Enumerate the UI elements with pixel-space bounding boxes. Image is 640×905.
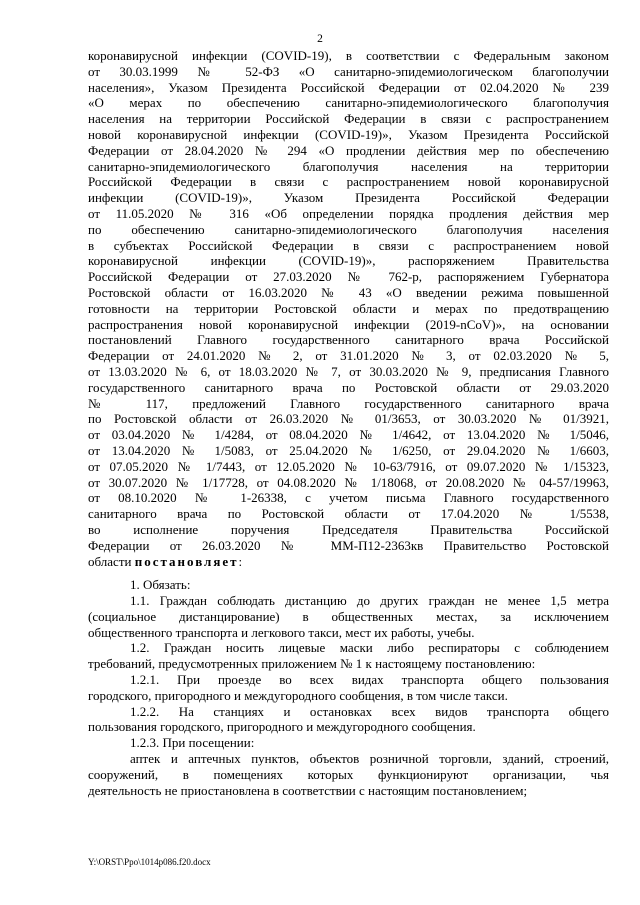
text-line: по обеспечению санитарно-эпидемиологического благополучия населения bbox=[88, 221, 609, 237]
text-line: 1.2.3. При посещении: bbox=[130, 735, 255, 751]
text-line: государственного санитарного врача по Ростовской области от 29.03.2020 bbox=[88, 379, 609, 395]
text-line: коронавирусной инфекции (COVID-19)», распоряжением Правительства bbox=[88, 253, 609, 269]
text-line: во исполнение поручения Председателя Правительства Российской bbox=[88, 521, 609, 537]
text-line: постановлений Главного государственного санитарного врача Российской bbox=[88, 332, 609, 348]
text-line: Федерации от 26.03.2020 № ММ-П12-2363кв Правительство Ростовской bbox=[88, 537, 609, 553]
text-line: от 13.04.2020 № 1/5083, от 25.04.2020 № 1/6250, от 29.04.2020 № 1/6603, bbox=[88, 442, 609, 458]
file-path-footer: Y:\ORST\Ppo\1014p086.f20.docx bbox=[88, 857, 211, 867]
text-line: Российской Федерации в связи с распространением новой коронавирусной bbox=[88, 174, 609, 190]
preamble-paragraph bbox=[88, 48, 609, 569]
text-line: Федерации от 28.04.2020 № 294 «О продлении действия мер по обеспечению bbox=[88, 142, 609, 158]
text-line: деятельность не приостановлена в соответствии с настоящим постановлением; bbox=[88, 782, 528, 798]
text-line: от 13.03.2020 № 6, от 18.03.2020 № 7, от 30.03.2020 № 9, предписания Главного bbox=[88, 363, 609, 379]
text-line: новой коронавирусной инфекции (COVID-19)», Указом Президента Российской bbox=[88, 126, 609, 142]
text-line: сооружений, в помещениях которых функционируют организации, чья bbox=[88, 766, 609, 782]
text-line: Российской Федерации от 27.03.2020 № 762-р, распоряжением Губернатора bbox=[88, 269, 609, 285]
text-line: распространения новой коронавирусной инфекции (2019-nCoV)», на основании bbox=[88, 316, 609, 332]
text-line: 1.2. Граждан носить лицевые маски либо респираторы с соблюдением bbox=[130, 640, 609, 656]
text-line: от 08.10.2020 № 1-26338, с учетом письма Главного государственного bbox=[88, 490, 609, 506]
text-line: (социальное дистанцирование) в общественных местах, за исключением bbox=[88, 608, 609, 624]
text-line: аптек и аптечных пунктов, объектов розничной торговли, зданий, строений, bbox=[130, 751, 609, 767]
text-line: № 117, предложений Главного государственного санитарного врача bbox=[88, 395, 609, 411]
decree-line bbox=[88, 554, 609, 570]
paragraph-gap bbox=[88, 569, 609, 577]
document-body bbox=[88, 48, 609, 798]
decree-line-end: : bbox=[238, 553, 243, 569]
text-line: от 30.03.1999 № 52-ФЗ «О санитарно-эпидемиологическом благополучии bbox=[88, 63, 609, 79]
text-line: санитарного врача по Ростовской области от 17.04.2020 № 1/5538, bbox=[88, 506, 609, 522]
text-line: от 07.05.2020 № 1/7443, от 12.05.2020 № 10-63/7916, от 09.07.2020 № 1/15323, bbox=[88, 458, 609, 474]
text-line: пользования городского, пригородного и междугородного сообщения. bbox=[88, 719, 476, 735]
page-number: 2 bbox=[317, 33, 323, 45]
text-line: 1.1. Граждан соблюдать дистанцию до других граждан не менее 1,5 метра bbox=[130, 593, 609, 609]
text-line: населения», Указом Президента Российской Федерации от 02.04.2020 № 239 bbox=[88, 79, 609, 95]
text-line: по Ростовской области от 26.03.2020 № 01/3653, от 30.03.2020 № 01/3921, bbox=[88, 411, 609, 427]
provisions-section bbox=[88, 577, 609, 798]
decree-word: постановляет bbox=[134, 553, 239, 569]
decree-line-start: области bbox=[88, 553, 135, 569]
text-line: от 11.05.2020 № 316 «Об определении порядка продления действия мер bbox=[88, 205, 609, 221]
text-line: Федерации от 24.01.2020 № 2, от 31.01.2020 № 3, от 02.03.2020 № 5, bbox=[88, 348, 609, 364]
text-line: от 03.04.2020 № 1/4284, от 08.04.2020 № 1/4642, от 13.04.2020 № 1/5046, bbox=[88, 427, 609, 443]
text-line: коронавирусной инфекции (COVID-19), в соответствии с Федеральным законом bbox=[88, 48, 609, 63]
text-line: инфекции (COVID-19)», Указом Президента Российской Федерации bbox=[88, 190, 609, 206]
section-heading: 1. Обязать: bbox=[130, 577, 191, 593]
text-line: в субъектах Российской Федерации в связи с распространением новой bbox=[88, 237, 609, 253]
text-line: требований, предусмотренных приложением № 1 к настоящему постановлению: bbox=[88, 656, 536, 672]
text-line: 1.2.2. На станциях и остановках всех видов транспорта общего bbox=[130, 703, 609, 719]
text-line: городского, пригородного и междугородного сообщения, в том числе такси. bbox=[88, 687, 508, 703]
text-line: общественного транспорта и легкового такси, мест их работы, учебы. bbox=[88, 624, 475, 640]
text-line: от 30.07.2020 № 1/17728, от 04.08.2020 № 1/18068, от 20.08.2020 № 04-57/19963, bbox=[88, 474, 609, 490]
text-line: 1.2.1. При проезде во всех видах транспорта общего пользования bbox=[130, 672, 609, 688]
text-line: санитарно-эпидемиологического благополучия населения на территории bbox=[88, 158, 609, 174]
text-line: Ростовской области от 16.03.2020 № 43 «О введении режима повышенной bbox=[88, 284, 609, 300]
text-line: «О мерах по обеспечению санитарно-эпидемиологического благополучия bbox=[88, 95, 609, 111]
text-line: населения на территории Российской Федерации в связи с распространением bbox=[88, 111, 609, 127]
text-line: готовности на территории Ростовской области и мерах по предотвращению bbox=[88, 300, 609, 316]
